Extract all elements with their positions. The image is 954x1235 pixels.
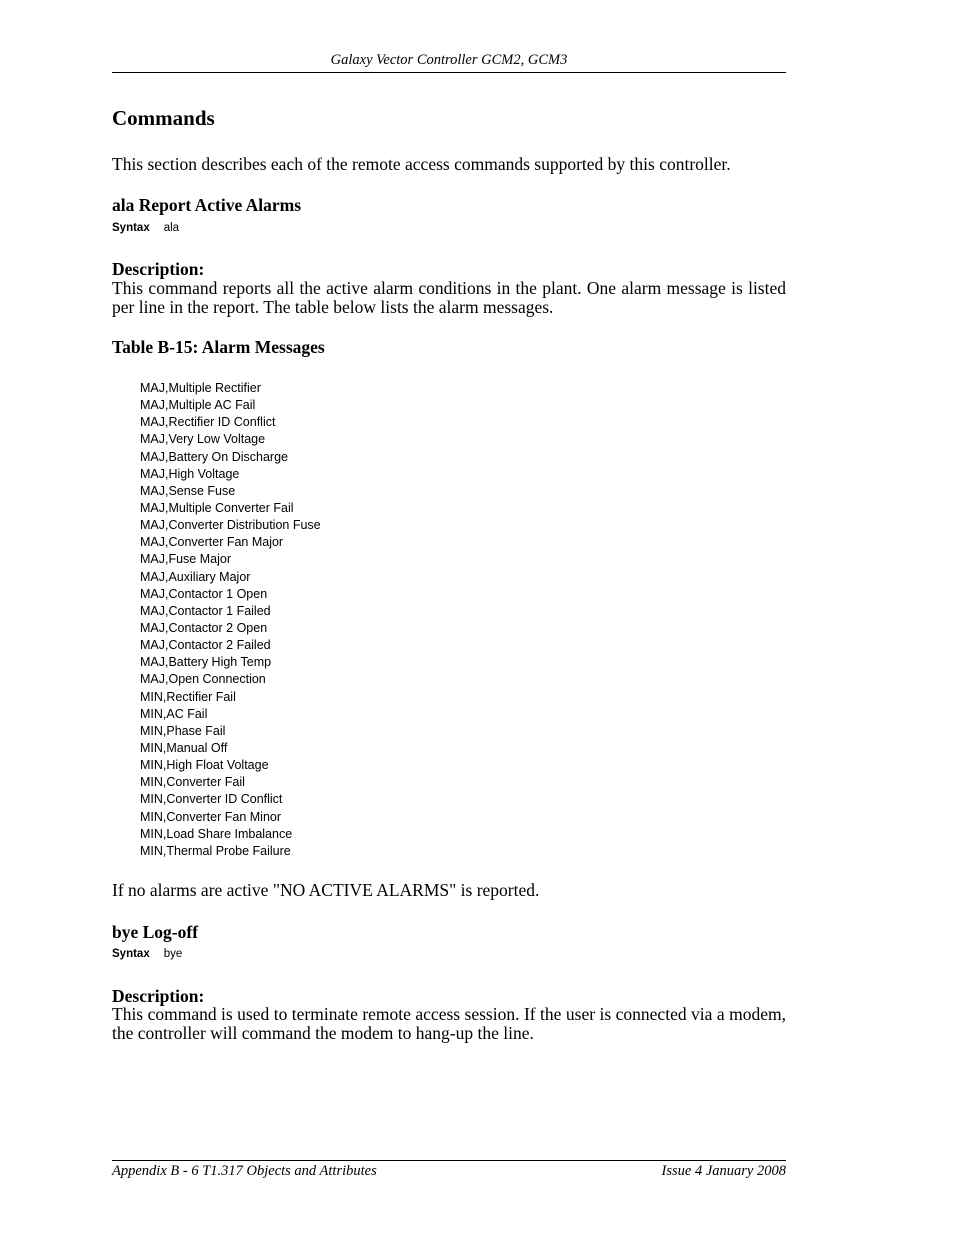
section-title: Commands bbox=[112, 106, 215, 130]
alarm-message-item: MAJ,Rectifier ID Conflict bbox=[140, 415, 276, 430]
alarm-message-item: MAJ,Contactor 1 Open bbox=[140, 586, 268, 601]
alarm-message-item: MAJ,Very Low Voltage bbox=[140, 432, 266, 447]
alarm-message-item: MAJ,Contactor 2 Open bbox=[140, 620, 268, 635]
alarm-message-item: MAJ,Converter Distribution Fuse bbox=[140, 518, 321, 533]
description-text-ala: This command reports all the active alarm conditions in the plant. One alarm message is listed per line in the report. The table below lists the alarm messages. bbox=[112, 278, 786, 317]
command-heading-ala: ala Report Active Alarms bbox=[112, 195, 302, 215]
alarm-message-item: MAJ,Multiple Rectifier bbox=[140, 381, 261, 395]
description-label-bye: Description: bbox=[112, 986, 205, 1006]
alarm-message-item: MAJ,Multiple Converter Fail bbox=[140, 500, 294, 515]
syntax-value: bye bbox=[163, 948, 183, 960]
syntax-label: Syntax bbox=[112, 222, 150, 234]
alarm-message-item: MIN,AC Fail bbox=[140, 706, 208, 721]
alarm-message-item: MIN,Converter Fan Minor bbox=[140, 809, 282, 824]
no-alarms-note: If no alarms are active "NO ACTIVE ALARMS" is reported. bbox=[112, 880, 540, 900]
alarm-message-item: MIN,Rectifier Fail bbox=[140, 689, 236, 704]
alarm-message-item: MAJ,High Voltage bbox=[140, 466, 240, 481]
alarm-message-item: MIN,High Float Voltage bbox=[140, 758, 269, 773]
footer-left: Appendix B - 6 T1.317 Objects and Attributes bbox=[112, 1163, 377, 1179]
alarm-message-item: MIN,Phase Fail bbox=[140, 723, 226, 738]
alarm-message-item: MAJ,Battery High Temp bbox=[140, 655, 272, 670]
alarm-message-item: MAJ,Sense Fuse bbox=[140, 483, 236, 498]
footer-right: Issue 4 January 2008 bbox=[661, 1163, 786, 1179]
description-text-bye: This command is used to terminate remote access session. If the user is connected via a modem, the controller will command the modem to hang-up the line. bbox=[112, 1004, 786, 1043]
alarm-message-item: MIN,Manual Off bbox=[140, 740, 228, 755]
table-caption: Table B-15: Alarm Messages bbox=[112, 337, 325, 357]
section-intro: This section describes each of the remote access commands supported by this controller. bbox=[112, 154, 731, 174]
alarm-message-item: MAJ,Contactor 2 Failed bbox=[140, 638, 271, 653]
alarm-message-item: MAJ,Contactor 1 Failed bbox=[140, 603, 271, 618]
alarm-message-list bbox=[140, 380, 321, 860]
description-label-ala: Description: bbox=[112, 259, 205, 279]
syntax-line-bye bbox=[112, 948, 182, 960]
alarm-message-item: MAJ,Battery On Discharge bbox=[140, 449, 288, 464]
command-heading-bye: bye Log-off bbox=[112, 922, 199, 942]
running-header: Galaxy Vector Controller GCM2, GCM3 bbox=[112, 52, 786, 73]
alarm-message-item: MIN,Load Share Imbalance bbox=[140, 826, 293, 841]
alarm-message-item: MAJ,Converter Fan Major bbox=[140, 535, 284, 550]
syntax-line-ala bbox=[112, 222, 179, 234]
syntax-value: ala bbox=[163, 222, 180, 234]
alarm-message-item: MIN,Converter Fail bbox=[140, 775, 245, 790]
alarm-message-item: MAJ,Auxiliary Major bbox=[140, 569, 251, 584]
alarm-message-item: MAJ,Multiple AC Fail bbox=[140, 398, 256, 413]
syntax-label: Syntax bbox=[112, 948, 150, 960]
alarm-message-item: MIN,Converter ID Conflict bbox=[140, 792, 283, 807]
alarm-message-item: MIN,Thermal Probe Failure bbox=[140, 843, 291, 858]
running-footer bbox=[112, 1160, 786, 1180]
alarm-message-item: MAJ,Open Connection bbox=[140, 672, 266, 687]
alarm-message-item: MAJ,Fuse Major bbox=[140, 552, 231, 567]
